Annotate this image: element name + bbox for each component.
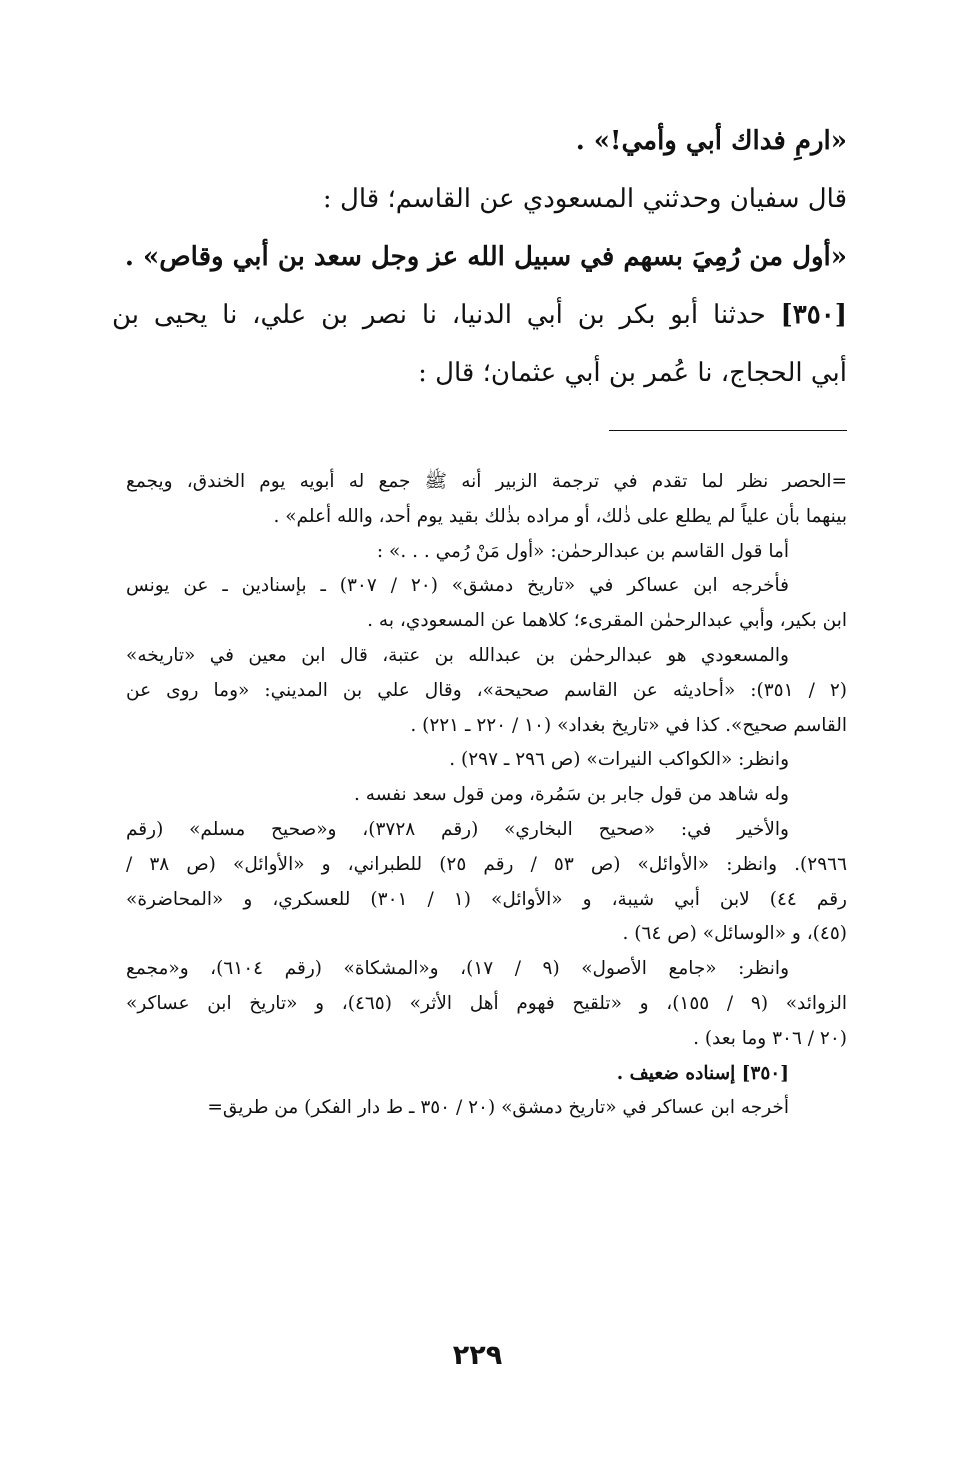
page-number: ٢٢٩ xyxy=(452,1340,503,1371)
footnote-line: أما قول القاسم بن عبدالرحمٰن: «أول مَنْ رُمي . . .» : xyxy=(376,540,789,562)
footnote-line: فأخرجه ابن عساكر في «تاريخ دمشق» (٢٠ / ٣٠٧) ـ بإسنادين ـ عن يونس xyxy=(126,575,790,597)
main-line: قال سفيان وحدثني المسعودي عن القاسم؛ قال : xyxy=(322,184,847,214)
footnote-line: بينهما بأن علياً لم يطلع على ذٰلك، أو مراده بذٰلك بقيد يوم أحد، والله أعلم» . xyxy=(273,505,847,527)
hadith-number: [٣٥٠] xyxy=(780,300,847,330)
footnote-line: وله شاهد من قول جابر بن سَمُرة، ومن قول سعد نفسه . xyxy=(353,784,789,806)
footnotes-block xyxy=(126,465,847,1126)
main-line: أبي الحجاج، نا عُمر بن أبي عثمان؛ قال : xyxy=(418,358,847,388)
footnote-line: ٢٩٦٦). وانظر: «الأوائل» (ص ٥٣ / رقم ٢٥) للطبراني، و «الأوائل» (ص ٣٨ / xyxy=(126,853,848,875)
footnote-divider xyxy=(609,430,847,431)
main-line: «ارمِ فداك أبي وأمي!» . xyxy=(575,126,847,156)
hadith-text: حدثنا أبو بكر بن أبي الدنيا، نا نصر بن علي، نا يحيى بن xyxy=(112,300,766,330)
main-line-hadith-start xyxy=(112,286,847,344)
footnote-line: أخرجه ابن عساكر في «تاريخ دمشق» (٢٠ / ٣٥٠ ـ ط دار الفكر) من طريق= xyxy=(207,1097,789,1119)
footnote-line: الزوائد» (٩ / ١٥٥)، و «تلقيح فهوم أهل الأثر» (٤٦٥)، و «تاريخ ابن عساكر» xyxy=(126,992,847,1014)
main-line: «أول من رُمِيَ بسهم في سبيل الله عز وجل سعد بن أبي وقاص» . xyxy=(124,242,847,272)
footnote-line: =الحصر نظر لما تقدم في ترجمة الزبير أنه ﷺ جمع له أبويه يوم الخندق، ويجمع xyxy=(126,471,847,492)
footnote-line: [٣٥٠] إسناده ضعيف . xyxy=(616,1062,789,1084)
footnote-line: رقم ٤٤) لابن أبي شيبة، و «الأوائل» (١ / ٣٠١) للعسكري، و «المحاضرة» xyxy=(126,888,847,910)
footnote-line: (٢ / ٣٥١): «أحاديثه عن القاسم صحيحة»، وقال علي بن المديني: «وما روى عن xyxy=(126,679,848,701)
footnote-line: (٤٥)، و «الوسائل» (ص ٦٤) . xyxy=(622,923,847,945)
footnote-line: ابن بكير، وأبي عبدالرحمٰن المقرىء؛ كلاهما عن المسعودي، به . xyxy=(367,610,847,632)
footnote-line: وانظر: «جامع الأصول» (٩ / ١٧)، و«المشكاة» (رقم ٦١٠٤)، و«مجمع xyxy=(126,958,790,980)
main-text-block xyxy=(112,112,847,402)
footnote-line: وانظر: «الكواكب النيرات» (ص ٢٩٦ ـ ٢٩٧) . xyxy=(449,749,789,771)
footnote-line: والأخير في: «صحيح البخاري» (رقم ٣٧٢٨)، و«صحيح مسلم» (رقم xyxy=(126,818,789,840)
footnote-line: (٢٠ / ٣٠٦ وما بعد) . xyxy=(693,1027,847,1049)
footnote-line: القاسم صحيح». كذا في «تاريخ بغداد» (١٠ / ٢٢٠ ـ ٢٢١) . xyxy=(410,714,847,736)
footnote-line: والمسعودي هو عبدالرحمٰن بن عبدالله بن عتبة، قال ابن معين في «تاريخه» xyxy=(126,644,789,666)
